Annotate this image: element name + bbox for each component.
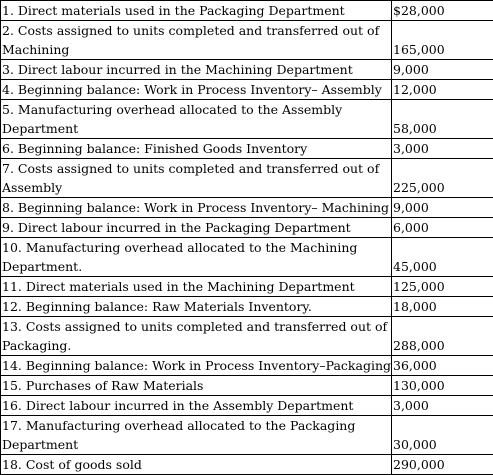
row-amount: 290,000	[392, 455, 493, 475]
row-amount: 36,000	[392, 356, 493, 376]
row-amount: 9,000	[392, 60, 493, 80]
row-description: 15. Purchases of Raw Materials	[1, 376, 392, 396]
table-row	[1, 277, 493, 297]
table-row	[1, 60, 493, 80]
row-amount: 9,000	[392, 198, 493, 218]
row-description: 17. Manufacturing overhead allocated to the Packaging Department	[1, 416, 392, 455]
row-amount: 18,000	[392, 297, 493, 317]
row-description: 12. Beginning balance: Raw Materials Inventory.	[1, 297, 392, 317]
row-description: 11. Direct materials used in the Machining Department	[1, 277, 392, 297]
row-description: 8. Beginning balance: Work in Process Inventory– Machining	[1, 198, 392, 218]
row-amount: 58,000	[392, 100, 493, 139]
row-description: 4. Beginning balance: Work in Process Inventory– Assembly	[1, 80, 392, 100]
row-amount: 225,000	[392, 159, 493, 198]
table-row	[1, 455, 493, 475]
row-description: 14. Beginning balance: Work in Process Inventory–Packaging	[1, 356, 392, 376]
row-amount: 6,000	[392, 218, 493, 238]
table-row	[1, 139, 493, 159]
table-row	[1, 376, 493, 396]
row-amount: 165,000	[392, 21, 493, 60]
row-description: 1. Direct materials used in the Packaging Department	[1, 1, 392, 21]
table-row	[1, 356, 493, 376]
row-amount: 125,000	[392, 277, 493, 297]
table-row	[1, 416, 493, 455]
row-description: 13. Costs assigned to units completed and transferred out of Packaging.	[1, 317, 392, 356]
row-amount: 30,000	[392, 416, 493, 455]
table-row	[1, 317, 493, 356]
table-row	[1, 80, 493, 100]
row-amount: 288,000	[392, 317, 493, 356]
table-row	[1, 159, 493, 198]
table-row	[1, 238, 493, 277]
row-description: 10. Manufacturing overhead allocated to the Machining Department.	[1, 238, 392, 277]
table-row	[1, 396, 493, 416]
table-row	[1, 198, 493, 218]
table-row	[1, 297, 493, 317]
row-amount: 45,000	[392, 238, 493, 277]
row-amount: 3,000	[392, 139, 493, 159]
row-description: 9. Direct labour incurred in the Packaging Department	[1, 218, 392, 238]
table-row	[1, 100, 493, 139]
table-row	[1, 21, 493, 60]
table-row	[1, 218, 493, 238]
row-description: 5. Manufacturing overhead allocated to the Assembly Department	[1, 100, 392, 139]
row-description: 3. Direct labour incurred in the Machining Department	[1, 60, 392, 80]
row-amount: 3,000	[392, 396, 493, 416]
row-description: 7. Costs assigned to units completed and transferred out of Assembly	[1, 159, 392, 198]
row-description: 18. Cost of goods sold	[1, 455, 392, 475]
row-amount: 130,000	[392, 376, 493, 396]
row-description: 2. Costs assigned to units completed and transferred out of Machining	[1, 21, 392, 60]
row-amount: 12,000	[392, 80, 493, 100]
table-row	[1, 1, 493, 21]
row-description: 16. Direct labour incurred in the Assembly Department	[1, 396, 392, 416]
cost-items-body	[1, 1, 493, 475]
row-amount: $28,000	[392, 1, 493, 21]
row-description: 6. Beginning balance: Finished Goods Inventory	[1, 139, 392, 159]
